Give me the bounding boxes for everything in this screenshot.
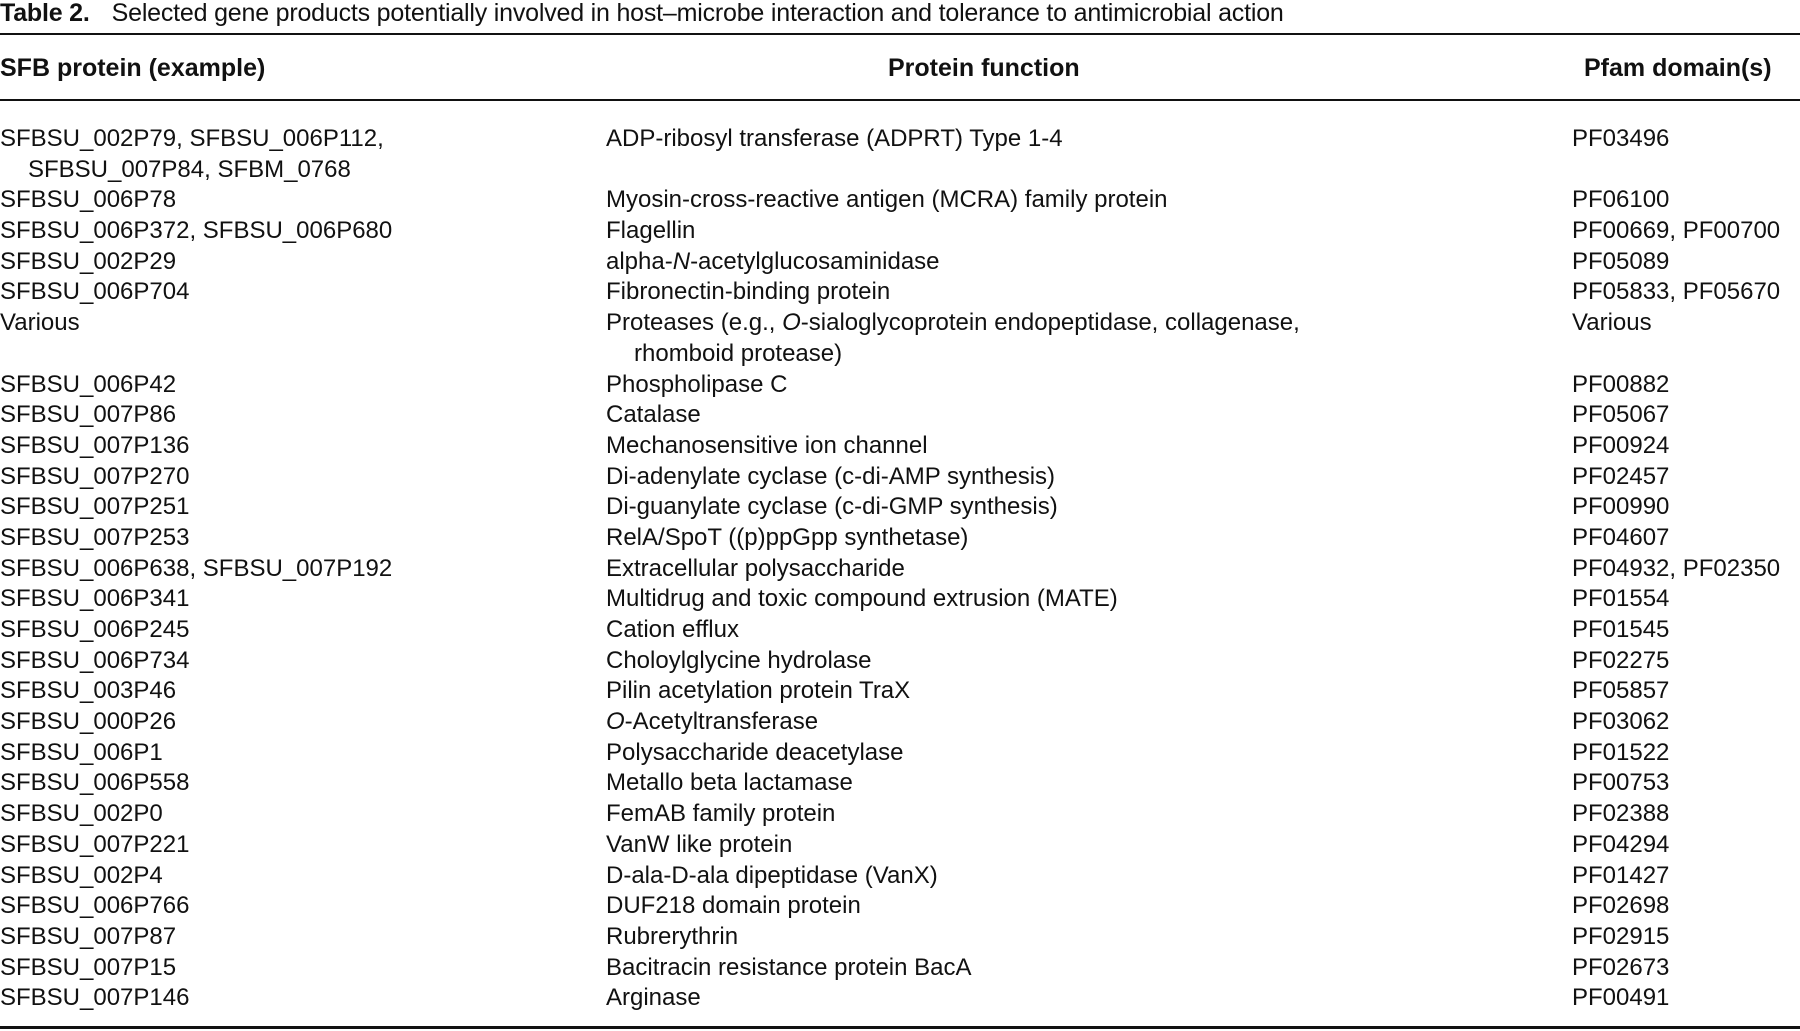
cell-pfam-text: PF04607: [1572, 523, 1670, 551]
table-row: [0, 400, 1800, 431]
cell-protein-line: SFBSU_007P15: [0, 953, 177, 981]
cell-pfam: [1572, 185, 1800, 216]
table-row: [0, 216, 1800, 247]
cell-protein-line: SFBSU_006P766: [0, 892, 190, 920]
cell-protein: [0, 124, 590, 185]
cell-function: [606, 891, 1556, 922]
cell-function: [606, 983, 1556, 1014]
cell-function: [606, 707, 1556, 738]
cell-protein: [0, 861, 590, 892]
cell-function-line: ADP-ribosyl transferase (ADPRT) Type 1-4: [606, 125, 1063, 152]
cell-pfam: [1572, 799, 1800, 830]
cell-pfam-text: PF01427: [1572, 861, 1670, 889]
cell-pfam-text: PF05857: [1572, 677, 1670, 705]
table-row: [0, 983, 1800, 1014]
cell-function-line: Mechanosensitive ion channel: [606, 431, 928, 459]
cell-protein: [0, 676, 590, 707]
cell-pfam: [1572, 707, 1800, 738]
table-row: [0, 830, 1800, 861]
cell-protein-line: SFBSU_006P78: [0, 186, 177, 214]
cell-function: [606, 554, 1556, 585]
cell-pfam-text: Various: [1572, 309, 1652, 337]
table-row: [0, 124, 1800, 185]
cell-function-line: rhomboid protease): [634, 339, 843, 367]
cell-pfam-text: PF02457: [1572, 462, 1670, 490]
table-row: [0, 861, 1800, 892]
cell-protein: [0, 584, 590, 615]
cell-function: [606, 216, 1556, 247]
cell-function-line: Flagellin: [606, 217, 696, 245]
cell-pfam: [1572, 431, 1800, 462]
cell-function-line: VanW like protein: [606, 830, 793, 858]
cell-protein-line: SFBSU_002P4: [0, 861, 163, 889]
cell-pfam-text: PF03062: [1572, 708, 1670, 736]
cell-function-line: RelA/SpoT ((p)ppGpp synthetase): [606, 523, 969, 551]
cell-protein: [0, 431, 590, 462]
cell-pfam-text: PF05089: [1572, 247, 1670, 275]
cell-protein-line: SFBSU_006P558: [0, 769, 190, 797]
cell-pfam-text: PF06100: [1572, 186, 1670, 214]
table-row: [0, 615, 1800, 646]
cell-function-line: Arginase: [606, 984, 701, 1012]
cell-protein-line: SFBSU_007P146: [0, 984, 190, 1012]
cell-pfam-text: PF04932, PF02350: [1572, 554, 1781, 582]
cell-function: [606, 492, 1556, 523]
cell-protein: [0, 492, 590, 523]
cell-function: [606, 676, 1556, 707]
cell-protein: [0, 400, 590, 431]
table-row: [0, 799, 1800, 830]
table-row: [0, 584, 1800, 615]
cell-function: [606, 615, 1556, 646]
table-row: [0, 707, 1800, 738]
cell-pfam: [1572, 492, 1800, 523]
cell-function: [606, 830, 1556, 861]
cell-pfam-text: PF01554: [1572, 585, 1670, 613]
cell-protein-line: SFBSU_006P245: [0, 616, 190, 644]
cell-protein-line: SFBSU_002P29: [0, 247, 177, 275]
cell-pfam: [1572, 370, 1800, 401]
cell-function-line: Phospholipase C: [606, 370, 788, 398]
cell-function: [606, 277, 1556, 308]
cell-protein-line: SFBSU_003P46: [0, 677, 177, 705]
cell-pfam-text: PF00882: [1572, 370, 1670, 398]
cell-protein-line: Various: [0, 309, 80, 337]
cell-function-line: Myosin-cross-reactive antigen (MCRA) family protein: [606, 186, 1168, 214]
cell-protein: [0, 768, 590, 799]
cell-function-line: Metallo beta lactamase: [606, 769, 853, 797]
cell-protein-line: SFBSU_007P251: [0, 493, 190, 521]
cell-pfam-text: PF05833, PF05670: [1572, 278, 1781, 306]
cell-protein-line: SFBSU_006P341: [0, 585, 190, 613]
cell-function-line: Bacitracin resistance protein BacA: [606, 953, 972, 981]
cell-pfam-text: PF02698: [1572, 892, 1670, 920]
cell-pfam-text: PF00990: [1572, 493, 1670, 521]
cell-pfam-text: PF04294: [1572, 830, 1670, 858]
table-row: [0, 523, 1800, 554]
cell-protein-line: SFBSU_006P1: [0, 738, 163, 766]
cell-protein: [0, 615, 590, 646]
cell-protein-line: SFBSU_006P372, SFBSU_006P680: [0, 217, 393, 245]
cell-protein: [0, 523, 590, 554]
table-row: [0, 185, 1800, 216]
table-row: [0, 922, 1800, 953]
cell-function-line: alpha-N-acetylglucosaminidase: [606, 247, 940, 275]
table-row: [0, 431, 1800, 462]
cell-pfam: [1572, 462, 1800, 493]
cell-protein-line: SFBSU_006P42: [0, 370, 177, 398]
cell-pfam: [1572, 247, 1800, 278]
cell-protein-line: SFBSU_002P79, SFBSU_006P112,: [0, 125, 384, 152]
cell-function-line: D-ala-D-ala dipeptidase (VanX): [606, 861, 938, 889]
cell-pfam: [1572, 615, 1800, 646]
table-row: [0, 370, 1800, 401]
cell-function-line: Rubrerythrin: [606, 922, 739, 950]
cell-function: [606, 308, 1556, 369]
cell-function: [606, 768, 1556, 799]
cell-function-line: Pilin acetylation protein TraX: [606, 677, 911, 705]
cell-function: [606, 400, 1556, 431]
column-header-protein: SFB protein (example): [0, 54, 266, 82]
cell-function-line: Cation efflux: [606, 616, 739, 644]
cell-protein: [0, 983, 590, 1014]
cell-function: [606, 185, 1556, 216]
cell-pfam-text: PF02388: [1572, 800, 1670, 828]
cell-protein: [0, 277, 590, 308]
cell-protein: [0, 922, 590, 953]
cell-function: [606, 523, 1556, 554]
cell-protein: [0, 830, 590, 861]
cell-protein-line: SFBSU_007P84, SFBM_0768: [28, 155, 351, 183]
cell-function: [606, 370, 1556, 401]
cell-protein: [0, 462, 590, 493]
cell-protein: [0, 308, 590, 339]
cell-pfam-text: PF03496: [1572, 125, 1670, 152]
table-row: [0, 308, 1800, 369]
cell-pfam-text: PF00753: [1572, 769, 1670, 797]
cell-pfam: [1572, 646, 1800, 677]
cell-function-line: Proteases (e.g., O-sialoglycoprotein endopeptidase, collagenase,: [606, 309, 1300, 337]
cell-protein: [0, 953, 590, 984]
cell-protein-line: SFBSU_007P136: [0, 431, 190, 459]
cell-protein: [0, 891, 590, 922]
cell-function-line: Choloylglycine hydrolase: [606, 646, 872, 674]
cell-pfam-text: PF01522: [1572, 738, 1670, 766]
table-row: [0, 247, 1800, 278]
cell-pfam: [1572, 830, 1800, 861]
cell-pfam: [1572, 554, 1800, 585]
cell-pfam-text: PF05067: [1572, 401, 1670, 429]
cell-pfam: [1572, 922, 1800, 953]
cell-pfam: [1572, 768, 1800, 799]
cell-function: [606, 646, 1556, 677]
table-caption-text: Selected gene products potentially involved in host–microbe interaction and tolerance to antimicrobial action: [111, 0, 1284, 27]
cell-pfam-text: PF02275: [1572, 646, 1670, 674]
cell-pfam-text: PF00491: [1572, 984, 1670, 1012]
cell-pfam-text: PF00669, PF00700: [1572, 217, 1781, 245]
cell-pfam: [1572, 216, 1800, 247]
cell-pfam: [1572, 308, 1800, 339]
bottom-rule: [0, 1026, 1800, 1029]
cell-pfam-text: PF02673: [1572, 953, 1670, 981]
cell-protein: [0, 738, 590, 769]
table-row: [0, 768, 1800, 799]
table-label: Table 2.: [0, 0, 90, 27]
cell-function: [606, 922, 1556, 953]
cell-function-line: Fibronectin-binding protein: [606, 278, 891, 306]
table-caption: [0, 0, 1800, 30]
cell-function: [606, 861, 1556, 892]
cell-pfam: [1572, 953, 1800, 984]
cell-pfam-text: PF00924: [1572, 431, 1670, 459]
cell-pfam: [1572, 277, 1800, 308]
cell-function-line: DUF218 domain protein: [606, 892, 861, 920]
table-row: [0, 646, 1800, 677]
cell-function: [606, 431, 1556, 462]
cell-pfam: [1572, 891, 1800, 922]
cell-function-line: Polysaccharide deacetylase: [606, 738, 904, 766]
table-row: [0, 891, 1800, 922]
cell-protein-line: SFBSU_006P704: [0, 278, 190, 306]
cell-function-line: Extracellular polysaccharide: [606, 554, 905, 582]
cell-protein: [0, 707, 590, 738]
cell-function: [606, 738, 1556, 769]
cell-function: [606, 799, 1556, 830]
cell-protein: [0, 370, 590, 401]
header-rule: [0, 99, 1800, 101]
cell-protein-line: SFBSU_007P221: [0, 830, 190, 858]
cell-function-line: Di-guanylate cyclase (c-di-GMP synthesis): [606, 493, 1058, 521]
cell-pfam: [1572, 124, 1800, 155]
cell-protein-line: SFBSU_007P270: [0, 462, 190, 490]
cell-function-line: Multidrug and toxic compound extrusion (MATE): [606, 585, 1118, 613]
cell-function-line: Di-adenylate cyclase (c-di-AMP synthesis): [606, 462, 1056, 490]
cell-function-line: FemAB family protein: [606, 800, 836, 828]
cell-protein: [0, 247, 590, 278]
cell-pfam: [1572, 523, 1800, 554]
cell-function: [606, 124, 1556, 155]
cell-pfam: [1572, 983, 1800, 1014]
cell-protein-line: SFBSU_002P0: [0, 800, 163, 828]
cell-protein-line: SFBSU_007P86: [0, 401, 177, 429]
table-row: [0, 738, 1800, 769]
cell-pfam: [1572, 676, 1800, 707]
cell-protein-line: SFBSU_006P734: [0, 646, 190, 674]
column-header-pfam: Pfam domain(s): [1584, 54, 1772, 82]
cell-protein-line: SFBSU_007P253: [0, 523, 190, 551]
cell-function: [606, 953, 1556, 984]
cell-function-line: Catalase: [606, 401, 701, 429]
table-row: [0, 554, 1800, 585]
cell-protein-line: SFBSU_007P87: [0, 922, 177, 950]
table-row: [0, 492, 1800, 523]
cell-protein: [0, 646, 590, 677]
cell-function-line: O-Acetyltransferase: [606, 708, 819, 736]
top-rule: [0, 33, 1800, 35]
table-row: [0, 277, 1800, 308]
table-header: [0, 50, 1800, 86]
cell-protein: [0, 554, 590, 585]
column-header-function: Protein function: [888, 54, 1080, 82]
cell-protein: [0, 185, 590, 216]
table-row: [0, 953, 1800, 984]
table-body: [0, 124, 1800, 1014]
cell-pfam-text: PF02915: [1572, 922, 1670, 950]
table-row: [0, 676, 1800, 707]
cell-pfam: [1572, 861, 1800, 892]
cell-protein-line: SFBSU_006P638, SFBSU_007P192: [0, 554, 393, 582]
cell-pfam: [1572, 400, 1800, 431]
cell-pfam: [1572, 738, 1800, 769]
cell-protein-line: SFBSU_000P26: [0, 708, 177, 736]
cell-pfam: [1572, 584, 1800, 615]
cell-protein: [0, 799, 590, 830]
cell-function: [606, 584, 1556, 615]
cell-function: [606, 462, 1556, 493]
cell-function: [606, 247, 1556, 278]
cell-pfam-text: PF01545: [1572, 616, 1670, 644]
cell-protein: [0, 216, 590, 247]
table-row: [0, 462, 1800, 493]
